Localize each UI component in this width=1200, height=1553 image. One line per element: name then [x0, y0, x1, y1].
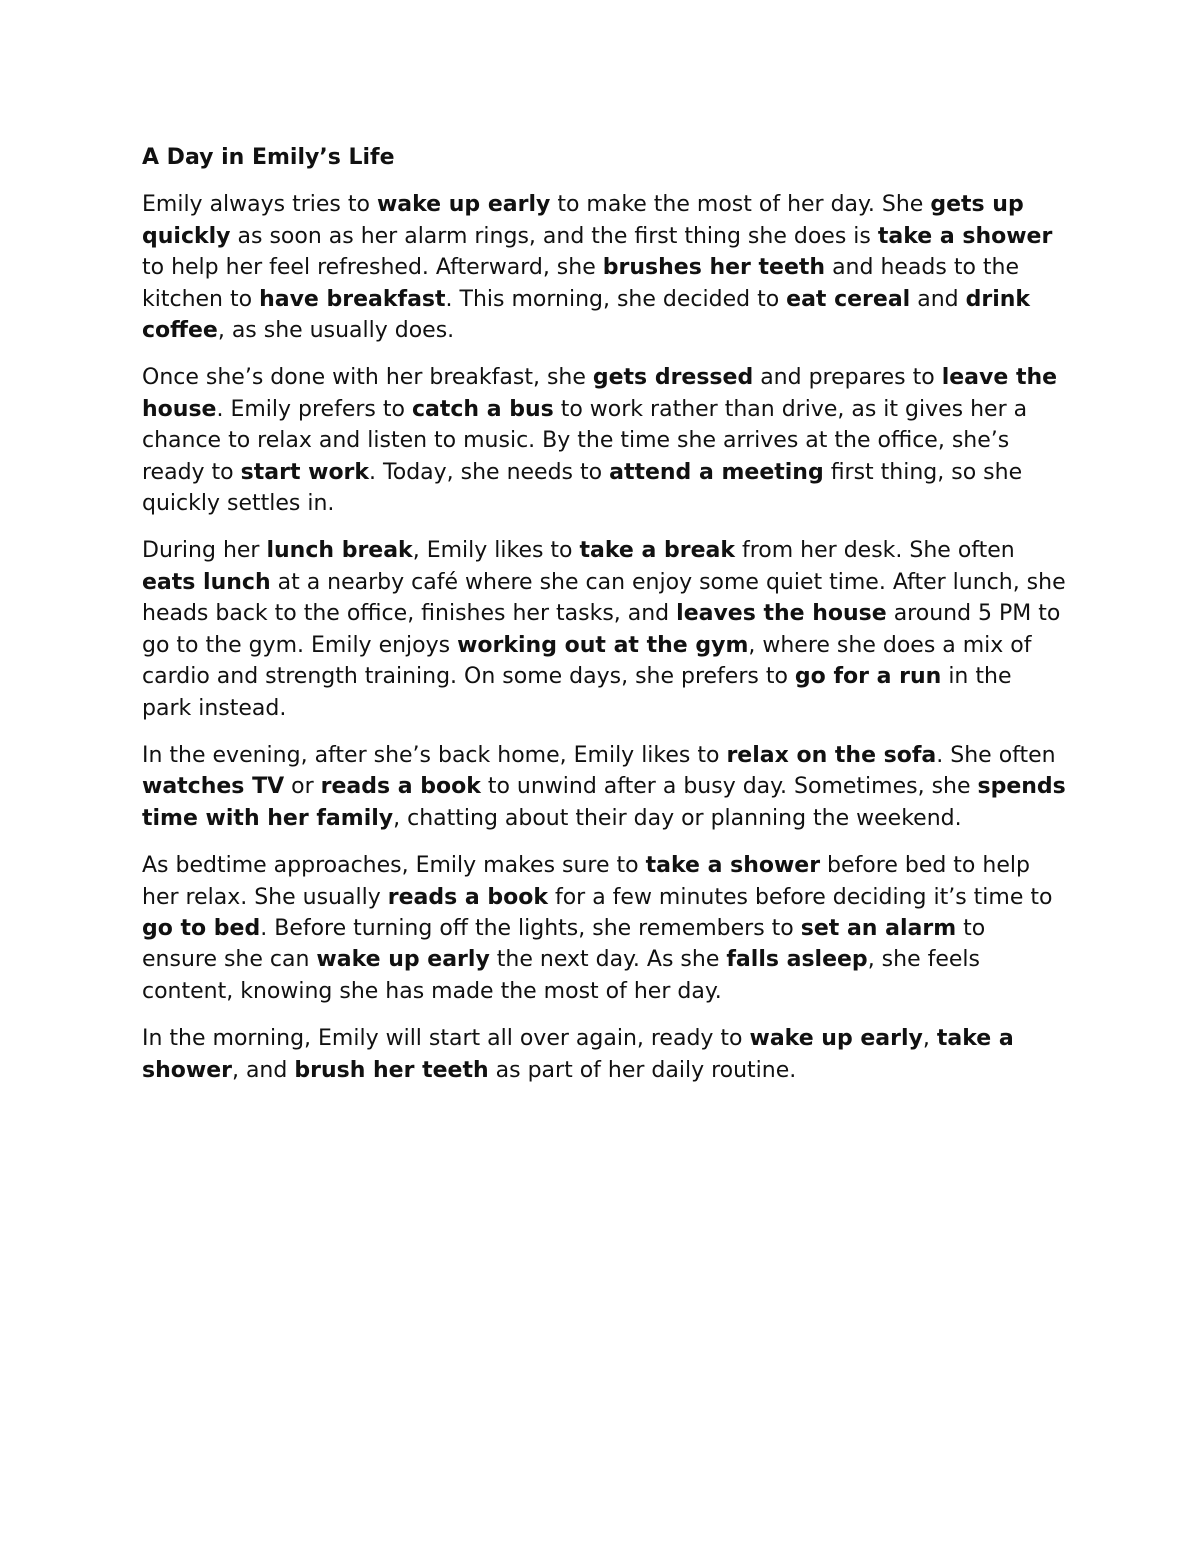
paragraph-4: [142, 740, 1067, 834]
bold-phrase: falls asleep: [726, 947, 868, 973]
bold-phrase: wake up early: [316, 947, 490, 973]
bold-phrase: lunch break: [266, 538, 413, 564]
bold-phrase: wake up early: [749, 1026, 923, 1052]
text-run: before bed to help her relax. She usually: [142, 853, 1030, 910]
text-run: or: [284, 774, 321, 800]
bold-phrase: gets up quickly: [142, 192, 1024, 249]
paragraph-3: [142, 535, 1067, 723]
text-run: to work rather than drive, as it gives her a chance to relax and listen to music. By the time she arrives at the office, she’s ready to: [142, 396, 1028, 485]
paragraph-2: [142, 362, 1067, 519]
bold-phrase: working out at the gym: [457, 632, 749, 658]
bold-phrase: eats lunch: [142, 569, 271, 595]
text-run: as soon as her alarm rings, and the first thing she does is: [230, 223, 878, 249]
text-run: ,: [922, 1026, 937, 1052]
bold-phrase: have breakfast: [259, 286, 446, 312]
bold-phrase: go to bed: [142, 915, 261, 941]
bold-phrase: catch a bus: [411, 396, 554, 422]
bold-phrase: set an alarm: [800, 915, 957, 941]
bold-phrase: brush her teeth: [294, 1057, 489, 1083]
bold-phrase: eat cereal: [786, 286, 911, 312]
text-run: , and: [231, 1057, 295, 1083]
bold-phrase: take a break: [579, 538, 735, 564]
text-run: and: [910, 286, 966, 312]
paragraph-5: [142, 850, 1067, 1007]
bold-phrase: watches TV: [142, 774, 285, 800]
text-run: . She often: [936, 742, 1056, 768]
text-run: around 5 PM to go to the gym. Emily enjoys: [142, 601, 1061, 658]
text-run: Emily always tries to: [142, 192, 377, 218]
bold-phrase: relax on the sofa: [726, 742, 937, 768]
text-run: and heads to the kitchen to: [142, 255, 1020, 312]
text-run: In the morning, Emily will start all over again, ready to: [142, 1026, 750, 1052]
text-run: in the park instead.: [142, 664, 1012, 721]
bold-phrase: take a shower: [645, 853, 821, 879]
bold-phrase: brushes her teeth: [602, 255, 826, 281]
bold-phrase: go for a run: [794, 664, 942, 690]
text-run: , where she does a mix of cardio and strength training. On some days, she prefers to: [142, 632, 1032, 690]
text-run: as part of her daily routine.: [488, 1057, 797, 1083]
text-run: the next day. As she: [489, 947, 727, 973]
bold-phrase: leaves the house: [676, 601, 887, 627]
text-run: and prepares to: [753, 365, 942, 391]
text-run: from her desk. She often: [735, 538, 1015, 564]
text-run: . Today, she needs to: [369, 459, 610, 485]
bold-phrase: take a shower: [877, 223, 1053, 249]
bold-phrase: leave the house: [142, 365, 1058, 422]
text-run: to make the most of her day. She: [550, 192, 931, 218]
text-run: first thing, so she quickly settles in.: [142, 459, 1023, 517]
text-run: During her: [142, 538, 267, 564]
text-run: In the evening, after she’s back home, Emily likes to: [142, 742, 727, 768]
text-run: to ensure she can: [142, 915, 986, 973]
text-run: , she feels content, knowing she has made the most of her day.: [142, 947, 980, 1004]
bold-phrase: reads a book: [387, 884, 548, 910]
bold-phrase: attend a meeting: [609, 459, 824, 485]
text-run: , chatting about their day or planning the weekend.: [393, 805, 962, 831]
bold-phrase: gets dressed: [592, 365, 754, 391]
document-title: A Day in Emily’s Life: [142, 145, 395, 170]
bold-phrase: start work: [240, 459, 370, 485]
text-run: to unwind after a busy day. Sometimes, she: [480, 774, 978, 800]
text-run: . This morning, she decided to: [445, 286, 787, 312]
text-run: Once she’s done with her breakfast, she: [142, 365, 593, 391]
document-body: [142, 189, 1067, 1086]
text-run: As bedtime approaches, Emily makes sure to: [142, 853, 646, 879]
text-run: at a nearby café where she can enjoy some quiet time. After lunch, she heads back to the office, finishes her tasks, and: [142, 569, 1066, 627]
bold-phrase: drink coffee: [142, 286, 1031, 344]
text-run: , as she usually does.: [217, 318, 455, 344]
bold-phrase: wake up early: [376, 192, 551, 218]
text-run: , Emily likes to: [412, 538, 580, 564]
bold-phrase: take a shower: [142, 1026, 1014, 1083]
text-run: . Emily prefers to: [216, 396, 412, 422]
bold-phrase: spends time with her family: [142, 774, 1066, 831]
document-page: [142, 142, 1067, 1102]
text-run: for a few minutes before deciding it’s time to: [547, 884, 1053, 910]
text-run: to help her feel refreshed. Afterward, she: [142, 255, 603, 281]
paragraph-1: [142, 189, 1067, 346]
bold-phrase: reads a book: [320, 774, 481, 800]
paragraph-6: [142, 1023, 1067, 1086]
text-run: . Before turning off the lights, she remembers to: [260, 915, 801, 941]
